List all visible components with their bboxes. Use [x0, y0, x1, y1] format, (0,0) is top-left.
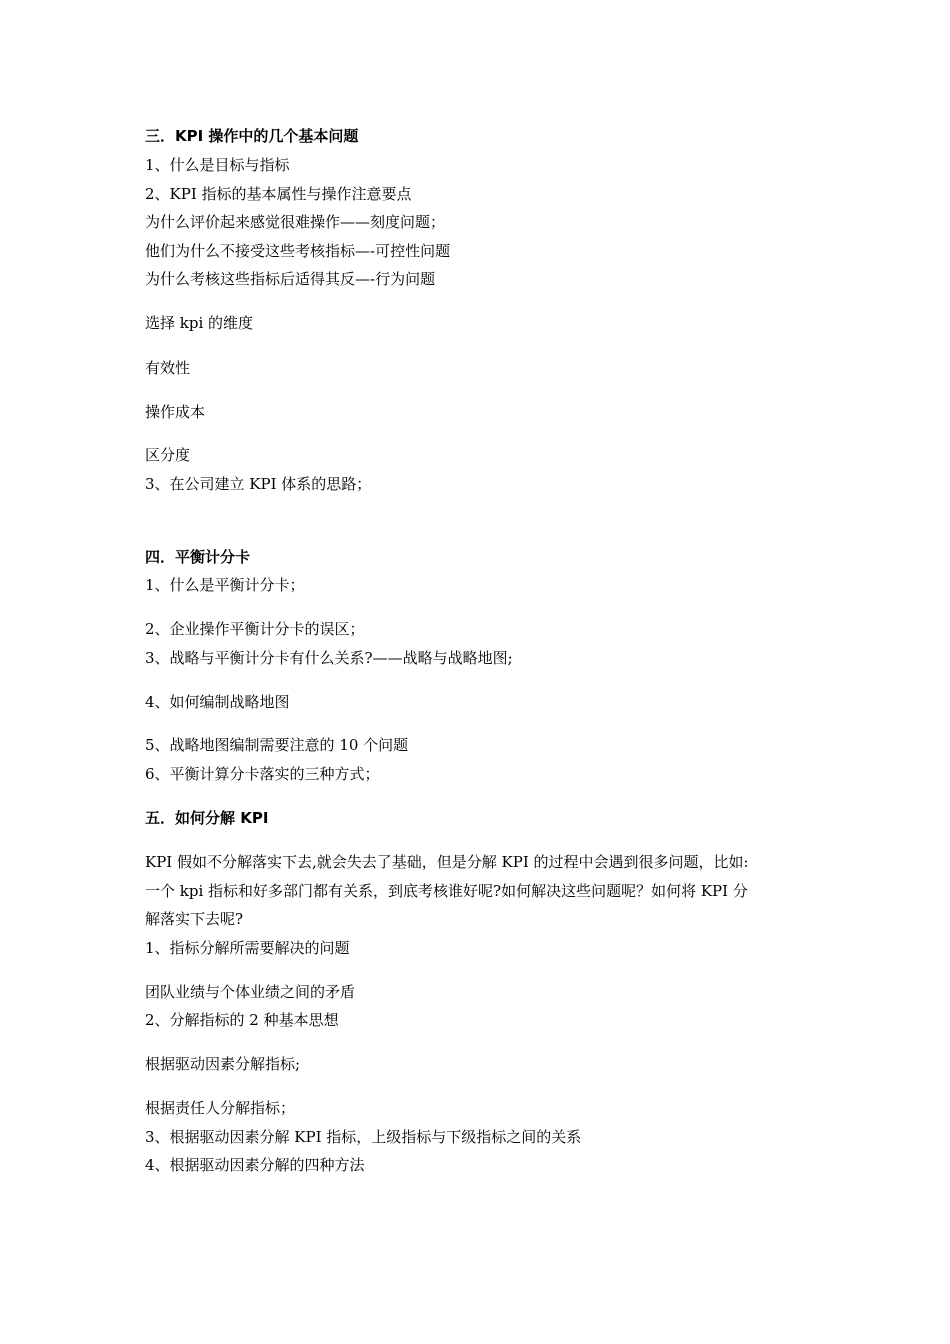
section3-heading: 三．KPI 操作中的几个基本问题: [145, 127, 359, 145]
section4-item4: 4、如何编制战略地图: [145, 693, 290, 711]
section5-item1: 1、指标分解所需要解决的问题: [145, 939, 350, 957]
section3-question2: 他们为什么不接受这些考核指标—-可控性问题: [145, 242, 451, 260]
section4-item1: 1、什么是平衡计分卡；: [145, 576, 305, 594]
section4-item5: 5、战略地图编制需要注意的 10 个问题: [145, 736, 409, 754]
section3-item2: 2、KPI 指标的基本属性与操作注意要点: [145, 185, 412, 203]
section5-item3: 3、根据驱动因素分解 KPI 指标，上级指标与下级指标之间的关系: [145, 1128, 582, 1146]
section3-item3: 3、在公司建立 KPI 体系的思路；: [145, 475, 372, 493]
section5-heading: 五．如何分解 KPI: [145, 809, 269, 827]
section5-paragraph-line2: 一个 kpi 指标和好多部门都有关系，到底考核谁好呢?如何解决这些问题呢？如何将 KPI 分: [145, 882, 748, 900]
section3-item1: 1、什么是目标与指标: [145, 156, 290, 174]
section4-item2: 2、企业操作平衡计分卡的误区；: [145, 620, 365, 638]
section5-item4: 4、根据驱动因素分解的四种方法: [145, 1156, 365, 1174]
section5-idea-driver: 根据驱动因素分解指标;: [145, 1055, 301, 1073]
section4-heading: 四．平衡计分卡: [145, 548, 251, 566]
section3-question3: 为什么考核这些指标后适得其反—-行为问题: [145, 270, 436, 288]
section4-item3: 3、战略与平衡计分卡有什么关系?——战略与战略地图;: [145, 649, 513, 667]
kpi-dimension-discrimination: 区分度: [145, 446, 191, 464]
kpi-dimension-effectiveness: 有效性: [145, 359, 191, 377]
section5-paragraph-line1: KPI 假如不分解落实下去,就会失去了基础，但是分解 KPI 的过程中会遇到很多问题，比如:: [145, 853, 749, 871]
section3-question1: 为什么评价起来感觉很难操作——刻度问题；: [145, 213, 446, 231]
kpi-dimension-cost: 操作成本: [145, 403, 206, 421]
section5-conflict: 团队业绩与个体业绩之间的矛盾: [145, 983, 356, 1001]
section4-item6: 6、平衡计算分卡落实的三种方式；: [145, 765, 380, 783]
section5-idea-owner: 根据责任人分解指标；: [145, 1099, 296, 1117]
section5-paragraph-line3: 解落实下去呢?: [145, 910, 244, 928]
kpi-dimension-title: 选择 kpi 的维度: [145, 314, 254, 332]
section5-item2: 2、分解指标的 2 种基本思想: [145, 1011, 339, 1029]
